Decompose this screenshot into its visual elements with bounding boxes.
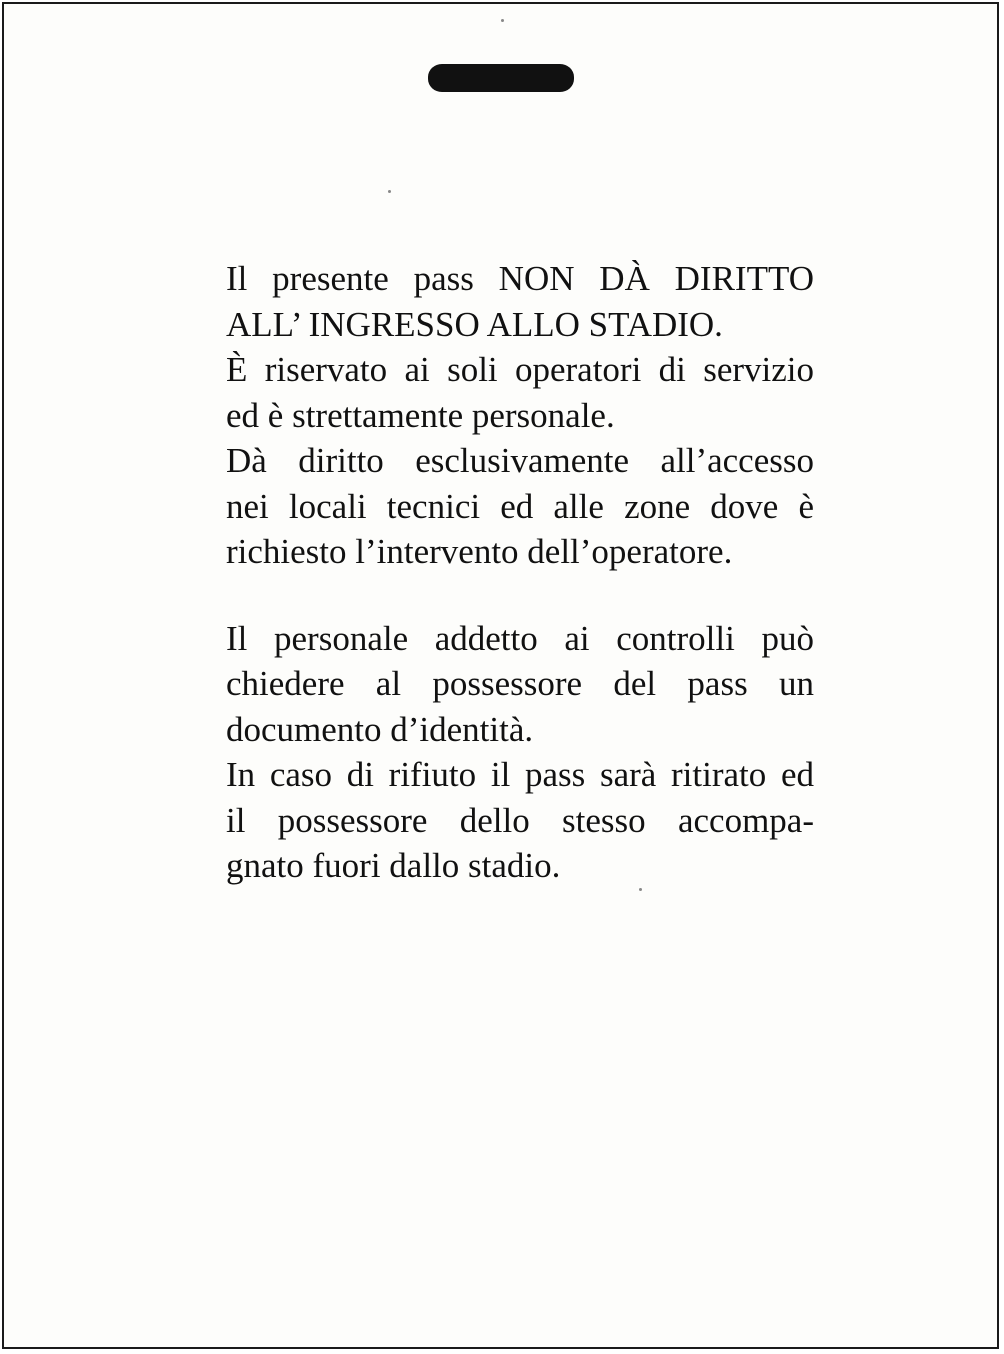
notice-line: il possessore dello stesso accompa- <box>226 800 814 840</box>
paper-speck <box>639 888 642 891</box>
paper-speck <box>388 190 391 193</box>
notice-line: gnato fuori dallo stadio. <box>226 846 561 885</box>
paper-speck <box>501 19 504 22</box>
notice-line: Dà diritto esclusivamente all’accesso <box>226 441 814 480</box>
lanyard-slot <box>428 64 574 92</box>
notice-line: nei locali tecnici ed alle zone dove è <box>226 486 814 526</box>
notice-line: È riservato ai soli operatori di servizio <box>226 350 814 389</box>
notice-line: chiedere al possessore del pass un <box>226 664 814 703</box>
pass-card <box>2 2 999 1349</box>
notice-line: richiesto l’intervento dell’operatore. <box>226 532 733 571</box>
paragraph-gap <box>226 575 814 616</box>
notice-line: ALL’ INGRESSO ALLO STADIO. <box>226 304 723 344</box>
notice-line: Il personale addetto ai controlli può <box>226 618 814 658</box>
notice-line: ed è strettamente personale. <box>226 395 615 435</box>
notice-text <box>226 256 814 889</box>
notice-line: documento d’identità. <box>226 709 534 749</box>
notice-line: Il presente pass NON DÀ DIRITTO <box>226 259 814 298</box>
notice-line: In caso di rifiuto il pass sarà ritirato ed <box>226 755 814 794</box>
